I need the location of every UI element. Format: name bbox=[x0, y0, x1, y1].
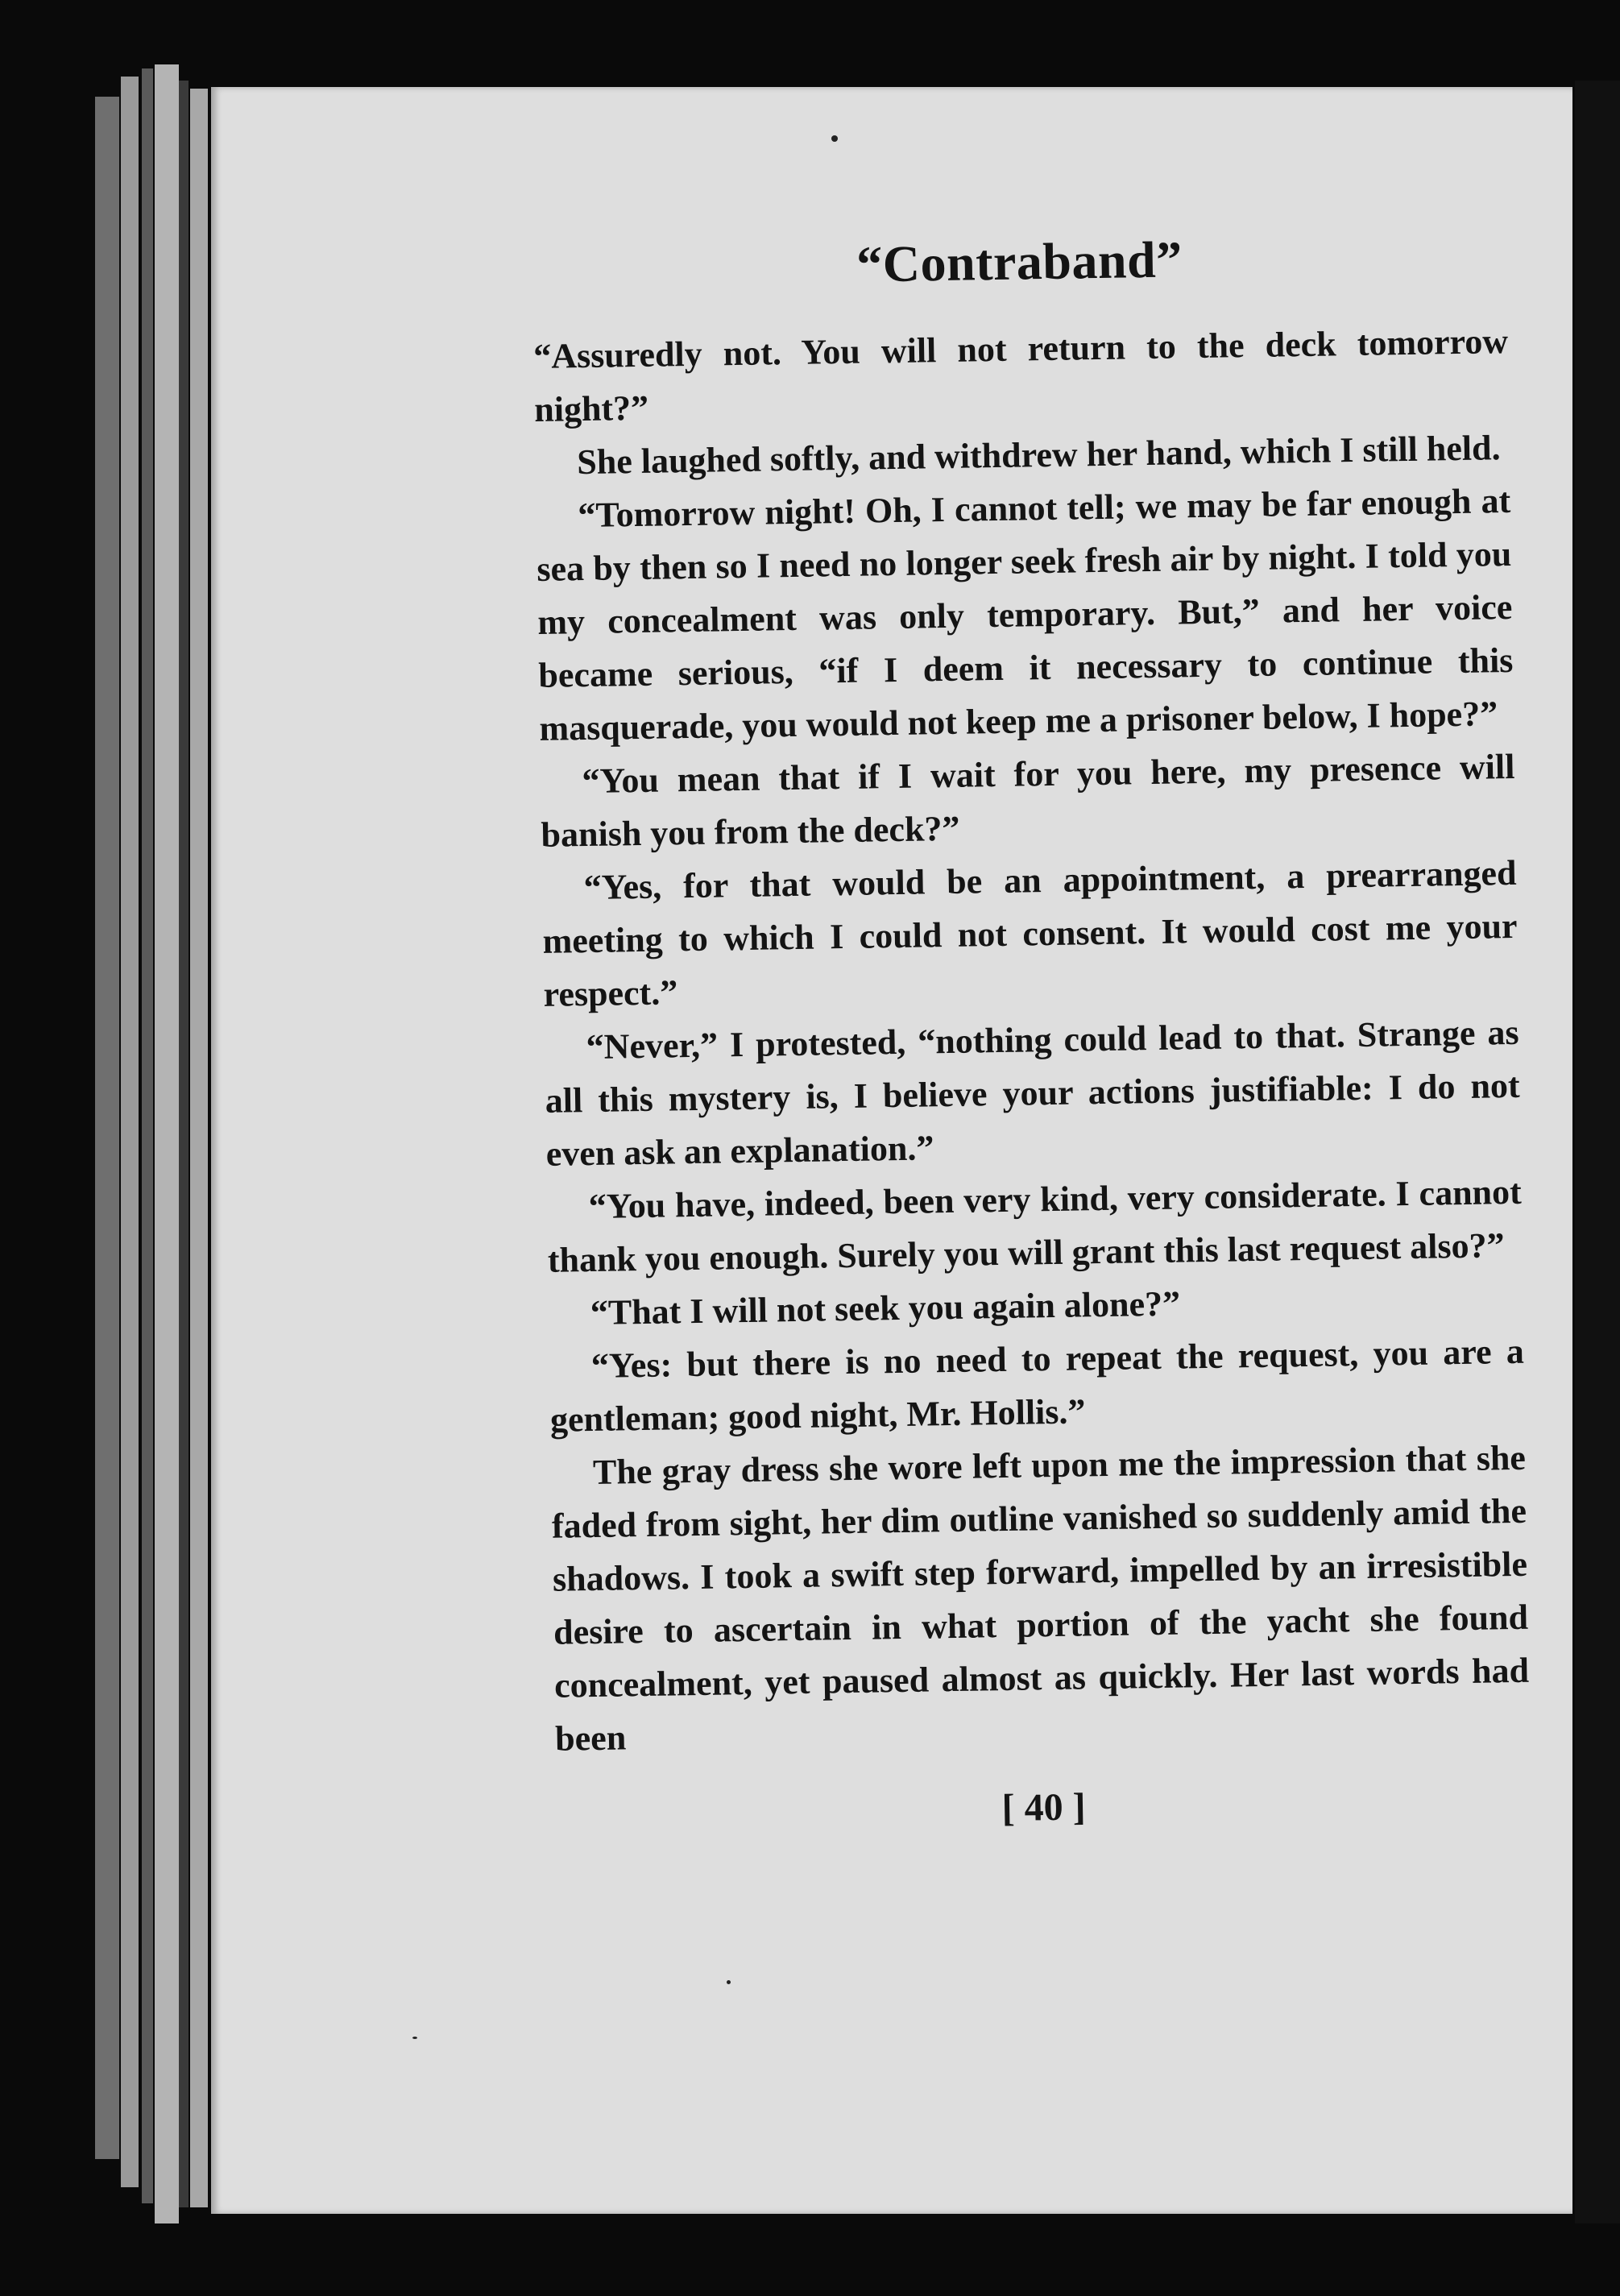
paragraph: “You have, indeed, been very kind, very considerate. I cannot thank you enough. Surely you will grant this last request also?” bbox=[547, 1172, 1523, 1281]
page-number: [ 40 ] bbox=[1001, 1785, 1087, 1830]
paragraph: “Yes, for that would be an appointment, a prearranged meeting to which I could not consent. It would cost me your respect.” bbox=[542, 853, 1518, 1015]
dust-speck bbox=[831, 135, 838, 142]
paragraph: The gray dress she wore left upon me the impression that she faded from sight, her dim outline vanished so suddenly amid the shadows. I took a swift step forward, impelled by an irresistible desire to ascertain in what portion of the yacht she found concealment, yet paused almost as quickly. Her last words had been bbox=[551, 1438, 1530, 1759]
paragraph: “You mean that if I wait for you here, my presence will banish you from the deck?” bbox=[541, 747, 1515, 856]
page-text-block bbox=[532, 226, 1531, 1838]
page-edge bbox=[142, 68, 153, 2203]
page-edge bbox=[190, 89, 208, 2207]
paragraph: “Assuredly not. You will not return to the deck tomorrow night?” bbox=[532, 321, 1509, 430]
page-edge bbox=[155, 64, 179, 2223]
page-edge bbox=[121, 77, 139, 2187]
dust-speck bbox=[412, 2037, 417, 2039]
page-edge bbox=[179, 81, 189, 2207]
paragraph: “Yes: but there is no need to repeat the request, you are a gentleman; good night, Mr. Hollis.” bbox=[549, 1332, 1525, 1440]
paragraph: “Tomorrow night! Oh, I cannot tell; we may be far enough at sea by then so I need no longer seek fresh air by night. I told you my concealment was only temporary. But,” and her voice became serious, “if I deem it necessary to continue this masquerade, you would not keep me a prisoner below, I hope?” bbox=[537, 481, 1514, 749]
paragraph: She laughed softly, and withdrew her hand, which I still held. bbox=[576, 428, 1501, 483]
dust-speck bbox=[727, 1980, 731, 1984]
page-edge bbox=[95, 97, 119, 2159]
paragraph: “That I will not seek you again alone?” bbox=[590, 1283, 1181, 1333]
running-head: “Contraband” bbox=[856, 230, 1183, 293]
paragraph: “Never,” I protested, “nothing could lead to that. Strange as all this mystery is, I believe your actions justifiable: I do not even ask an explanation.” bbox=[545, 1013, 1520, 1175]
adjacent-page-edge bbox=[1575, 81, 1620, 2223]
